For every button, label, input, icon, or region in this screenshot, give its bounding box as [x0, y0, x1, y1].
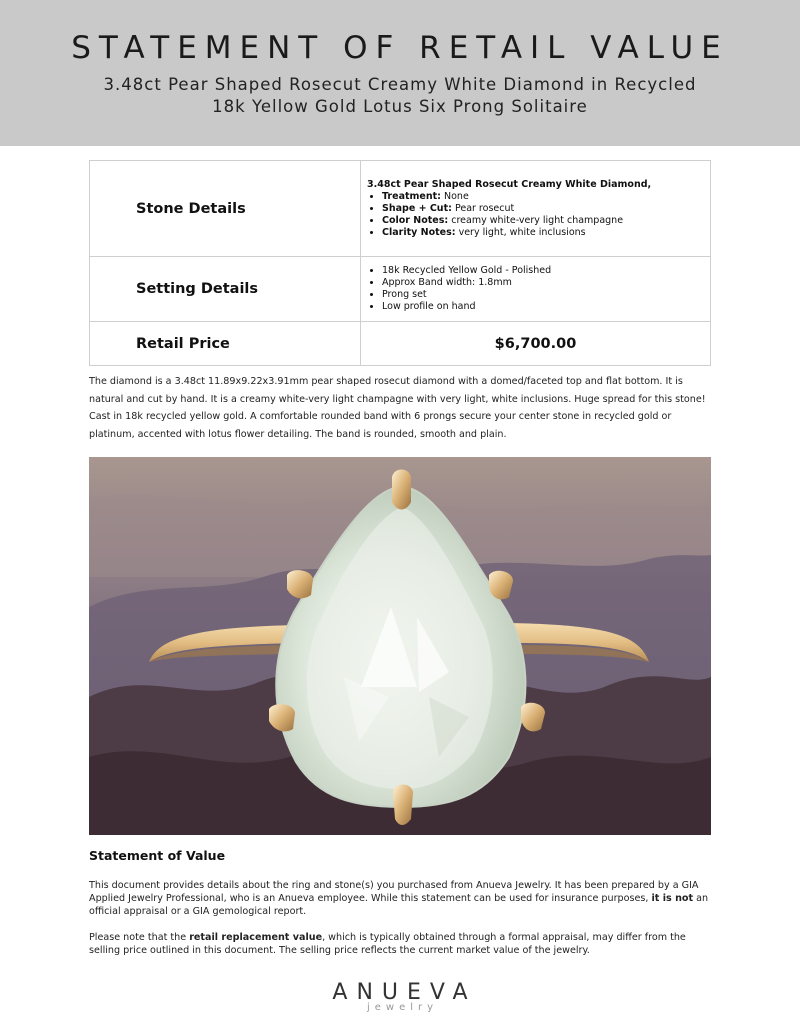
- list-item: • Low profile on hand: [382, 301, 704, 313]
- description-paragraph: The diamond is a 3.48ct 11.89x9.22x3.91mm pear shaped rosecut diamond with a domed/faceted top and flat bottom. It is natural and cut by hand. It is a creamy white-very light champagne with very light, white inclusions. Huge spread for this stone!: [89, 376, 706, 405]
- setting-details-list: [367, 265, 704, 313]
- document-subtitle: 3.48ct Pear Shaped Rosecut Creamy White Diamond in Recycled 18k Yellow Gold Lotus Six Prong Solitaire: [103, 75, 697, 116]
- product-description: [89, 373, 719, 443]
- description-paragraph: Cast in 18k recycled yellow gold. A comfortable rounded band with 6 prongs secure your center stone in recycled gold or platinum, accented with lotus flower detailing. The band is rounded, smooth and plain.: [89, 411, 672, 440]
- logo-subtext: jewelry: [366, 1002, 439, 1013]
- statement-paragraph: This document provides details about the ring and stone(s) you purchased from Anueva Jewelry. It has been prepared by a GIA Applied Jewelry Professional, who is an Anueva employee. While this statement can be used for insurance purposes, it is not an official appraisal or a GIA gemological report.: [89, 880, 709, 917]
- list-item: • Prong set: [382, 289, 704, 301]
- setting-details-value: [361, 257, 711, 322]
- header-banner: [0, 0, 800, 146]
- stone-details-value: [361, 161, 711, 257]
- details-table: [89, 160, 711, 366]
- stone-details-row: [90, 161, 711, 257]
- retail-price-value: $6,700.00: [361, 322, 711, 366]
- setting-details-row: [90, 257, 711, 322]
- statement-paragraph: Please note that the retail replacement value, which is typically obtained through a formal appraisal, may differ from the selling price outlined in this document. The selling price reflects the current market value of the jewelry.: [89, 932, 686, 956]
- list-item: • 18k Recycled Yellow Gold - Polished: [382, 265, 704, 277]
- list-item: • Approx Band width: 1.8mm: [382, 277, 704, 289]
- setting-details-label: Setting Details: [90, 257, 361, 322]
- anueva-logo: [0, 980, 800, 1013]
- document-title: STATEMENT OF RETAIL VALUE: [71, 30, 729, 66]
- stone-details-label: Stone Details: [90, 161, 361, 257]
- stone-heading: 3.48ct Pear Shaped Rosecut Creamy White Diamond,: [367, 178, 652, 190]
- list-item: • Color Notes: creamy white-very light champagne: [382, 215, 704, 227]
- statement-title: Statement of Value: [89, 848, 226, 863]
- list-item: • Shape + Cut: Pear rosecut: [382, 203, 704, 215]
- list-item: • Treatment: None: [382, 191, 704, 203]
- stone-details-list: [367, 191, 704, 239]
- logo-brand: ANUEVA: [332, 980, 477, 1005]
- ring-photo: [89, 457, 711, 835]
- statement-body: [89, 879, 714, 970]
- list-item: • Clarity Notes: very light, white inclusions: [382, 227, 704, 239]
- retail-price-label: Retail Price: [90, 322, 361, 366]
- retail-price-row: [90, 322, 711, 366]
